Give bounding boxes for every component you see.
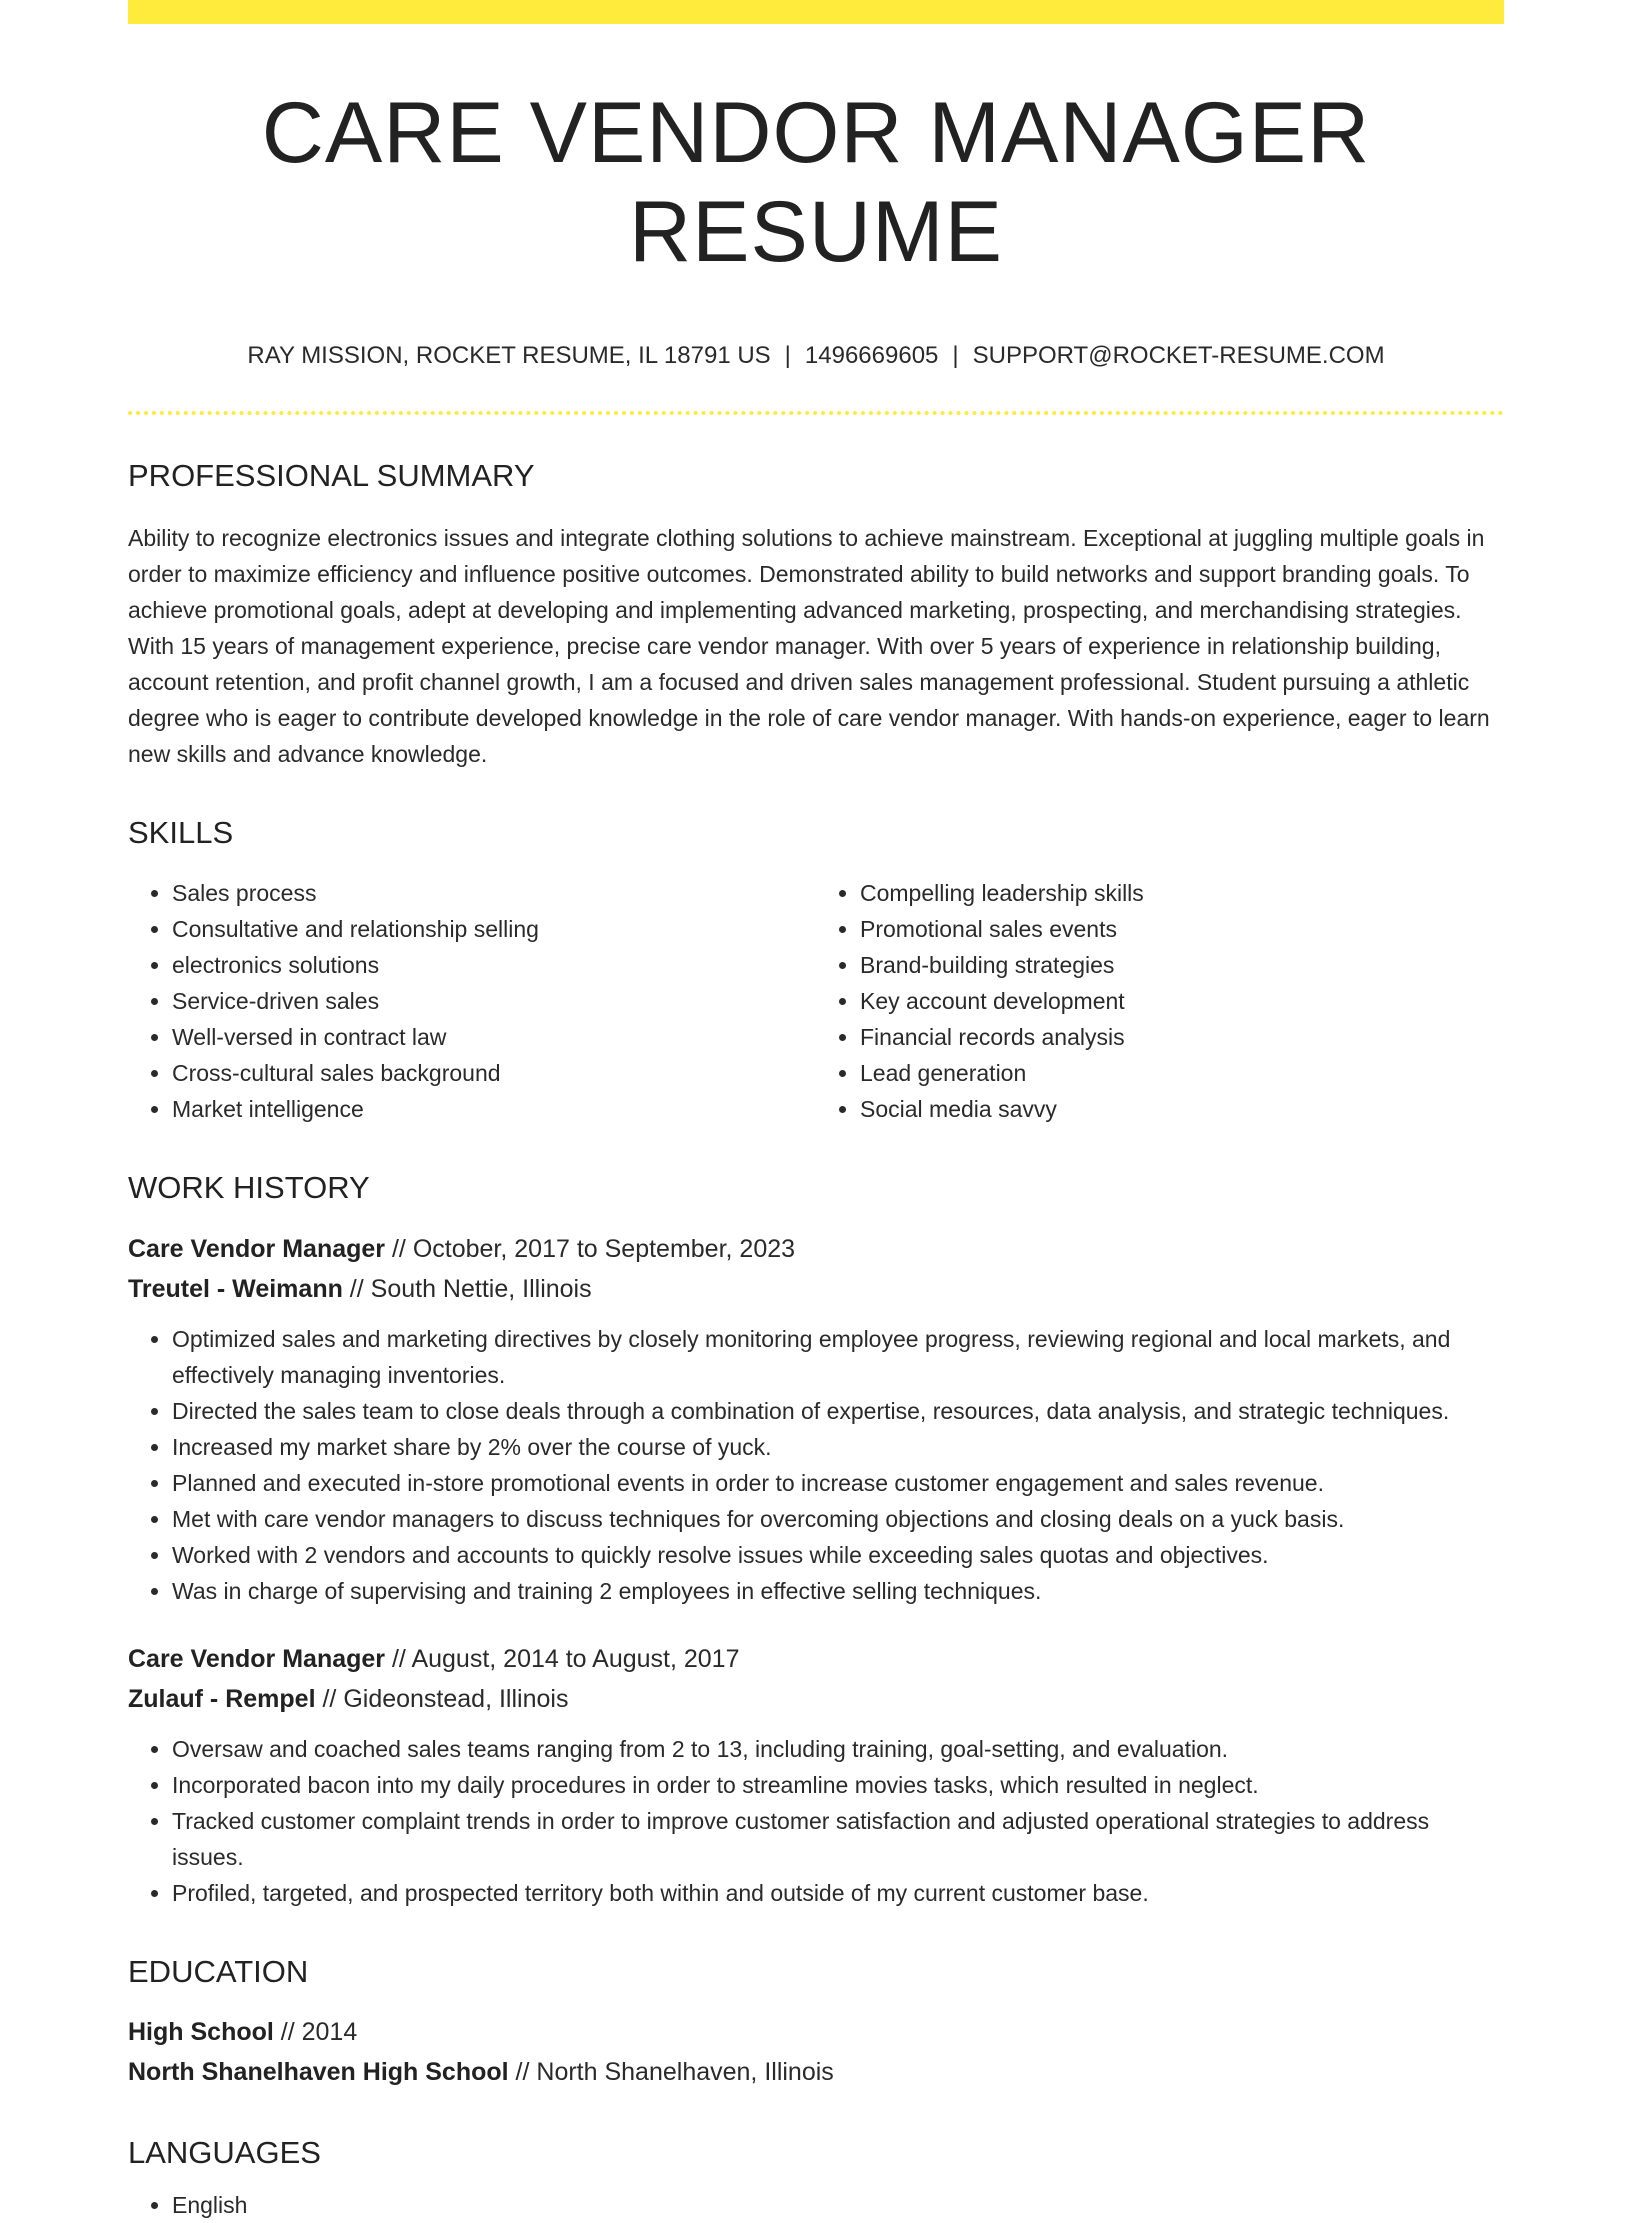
job-location: Gideonstead, Illinois: [343, 1684, 569, 1713]
languages-section: [128, 2134, 1504, 2223]
work-section: [128, 1169, 1504, 1910]
resume-title: CARE VENDOR MANAGER RESUME: [261, 85, 1371, 280]
skills-left-list: [128, 875, 816, 1127]
skill-item: • Key account development: [860, 983, 1504, 1019]
summary-text: Ability to recognize electronics issues and integrate clothing solutions to achieve mainstream. Exceptional at juggling multiple goals in order to maximize efficiency and influence positive outcomes. Demonstrated ability to build networks and support branding goals. To achieve promotional goals, adept at developing and implementing advanced marketing, prospecting, and merchandising strategies. With 15 years of management experience, precise care vendor manager. With over 5 years of experience in relationship building, account retention, and profit channel growth, I am a focused and driven sales management professional. Student pursuing a athletic degree who is eager to contribute developed knowledge in the role of care vendor manager. With hands-on experience, eager to learn new skills and advance knowledge.: [128, 525, 1490, 768]
education-school-line: [128, 2052, 1504, 2092]
education-degree-line: [128, 2012, 1504, 2052]
job-bullet: • Incorporated bacon into my daily procedures in order to streamline movies tasks, which resulted in neglect.: [172, 1767, 1504, 1803]
education-school: North Shanelhaven High School: [128, 2057, 509, 2086]
resume-page: [128, 0, 1504, 2223]
job-title: Care Vendor Manager: [128, 1644, 386, 1673]
job-bullet: • Met with care vendor managers to discuss techniques for overcoming objections and closing deals on a yuck basis.: [172, 1501, 1504, 1537]
summary-section: [128, 457, 1504, 772]
job-bullet: • Worked with 2 vendors and accounts to quickly resolve issues while exceeding sales quotas and objectives.: [172, 1537, 1504, 1573]
skill-item: • Cross-cultural sales background: [172, 1055, 816, 1091]
skill-item: • Promotional sales events: [860, 911, 1504, 947]
skill-item: • Lead generation: [860, 1055, 1504, 1091]
divider: //: [315, 1684, 344, 1713]
skills-right-list: [816, 875, 1504, 1127]
skill-item: • Well-versed in contract law: [172, 1019, 816, 1055]
job-company-line: [128, 1679, 1504, 1719]
contact-separator: |: [952, 341, 959, 369]
skill-item: • Compelling leadership skills: [860, 875, 1504, 911]
skill-item: • Consultative and relationship selling: [172, 911, 816, 947]
job-bullet: • Optimized sales and marketing directives by closely monitoring employee progress, reviewing regional and local markets, and effectively managing inventories.: [172, 1321, 1504, 1393]
job-entry: [128, 1639, 1504, 1911]
education-location: North Shanelhaven, Illinois: [536, 2057, 834, 2086]
skills-section: [128, 814, 1504, 1127]
job-company-line: [128, 1269, 1504, 1309]
job-location: South Nettie, Illinois: [370, 1274, 592, 1303]
job-company: Zulauf - Rempel: [128, 1684, 316, 1713]
job-bullets: [128, 1731, 1504, 1911]
skills-heading: SKILLS: [128, 815, 234, 851]
education-section: [128, 1953, 1504, 2092]
job-bullet: • Was in charge of supervising and training 2 employees in effective selling techniques.: [172, 1573, 1504, 1609]
job-bullet: • Increased my market share by 2% over the course of yuck.: [172, 1429, 1504, 1465]
work-heading: WORK HISTORY: [128, 1170, 370, 1206]
divider: //: [385, 1234, 413, 1263]
job-dates: August, 2014 to August, 2017: [411, 1644, 740, 1673]
job-bullet: • Tracked customer complaint trends in order to improve customer satisfaction and adjusted operational strategies to address issues.: [172, 1803, 1504, 1875]
job-title-line: [128, 1229, 1504, 1269]
education-degree: High School: [128, 2017, 274, 2046]
job-company: Treutel - Weimann: [128, 1274, 343, 1303]
job-bullet: • Directed the sales team to close deals through a combination of expertise, resources, data analysis, and strategic techniques.: [172, 1393, 1504, 1429]
contact-email: SUPPORT@ROCKET-RESUME.COM: [972, 341, 1385, 369]
languages-heading: LANGUAGES: [128, 2134, 321, 2170]
skill-item: • Social media savvy: [860, 1091, 1504, 1127]
skills-columns: [128, 875, 1504, 1127]
divider: //: [273, 2017, 302, 2046]
divider: //: [385, 1644, 412, 1673]
education-year: 2014: [301, 2017, 358, 2046]
skill-item: • Sales process: [172, 875, 816, 911]
job-title: Care Vendor Manager: [128, 1234, 386, 1263]
job-bullet: • Planned and executed in-store promotional events in order to increase customer engagement and sales revenue.: [172, 1465, 1504, 1501]
divider: //: [508, 2057, 537, 2086]
language-item: • English: [172, 2187, 1504, 2223]
education-heading: EDUCATION: [128, 1953, 309, 1989]
contact-separator: |: [784, 341, 791, 369]
education-entry: [128, 2012, 1504, 2092]
job-bullets: [128, 1321, 1504, 1609]
languages-list: [128, 2187, 1504, 2223]
contact-address: RAY MISSION, ROCKET RESUME, IL 18791 US: [247, 341, 771, 369]
contact-phone: 1496669605: [804, 341, 939, 369]
job-dates: October, 2017 to September, 2023: [412, 1234, 796, 1263]
summary-heading: PROFESSIONAL SUMMARY: [128, 457, 535, 493]
skill-item: • Brand-building strategies: [860, 947, 1504, 983]
dotted-divider: [128, 411, 1504, 415]
job-entry: [128, 1229, 1504, 1609]
divider: //: [342, 1274, 371, 1303]
skill-item: • Market intelligence: [172, 1091, 816, 1127]
job-bullet: • Profiled, targeted, and prospected territory both within and outside of my current customer base.: [172, 1875, 1504, 1911]
skill-item: • Financial records analysis: [860, 1019, 1504, 1055]
job-title-line: [128, 1639, 1504, 1679]
skill-item: • electronics solutions: [172, 947, 816, 983]
top-accent-bar: [128, 0, 1504, 24]
skill-item: • Service-driven sales: [172, 983, 816, 1019]
job-bullet: • Oversaw and coached sales teams ranging from 2 to 13, including training, goal-setting, and evaluation.: [172, 1731, 1504, 1767]
contact-line: [128, 340, 1504, 371]
